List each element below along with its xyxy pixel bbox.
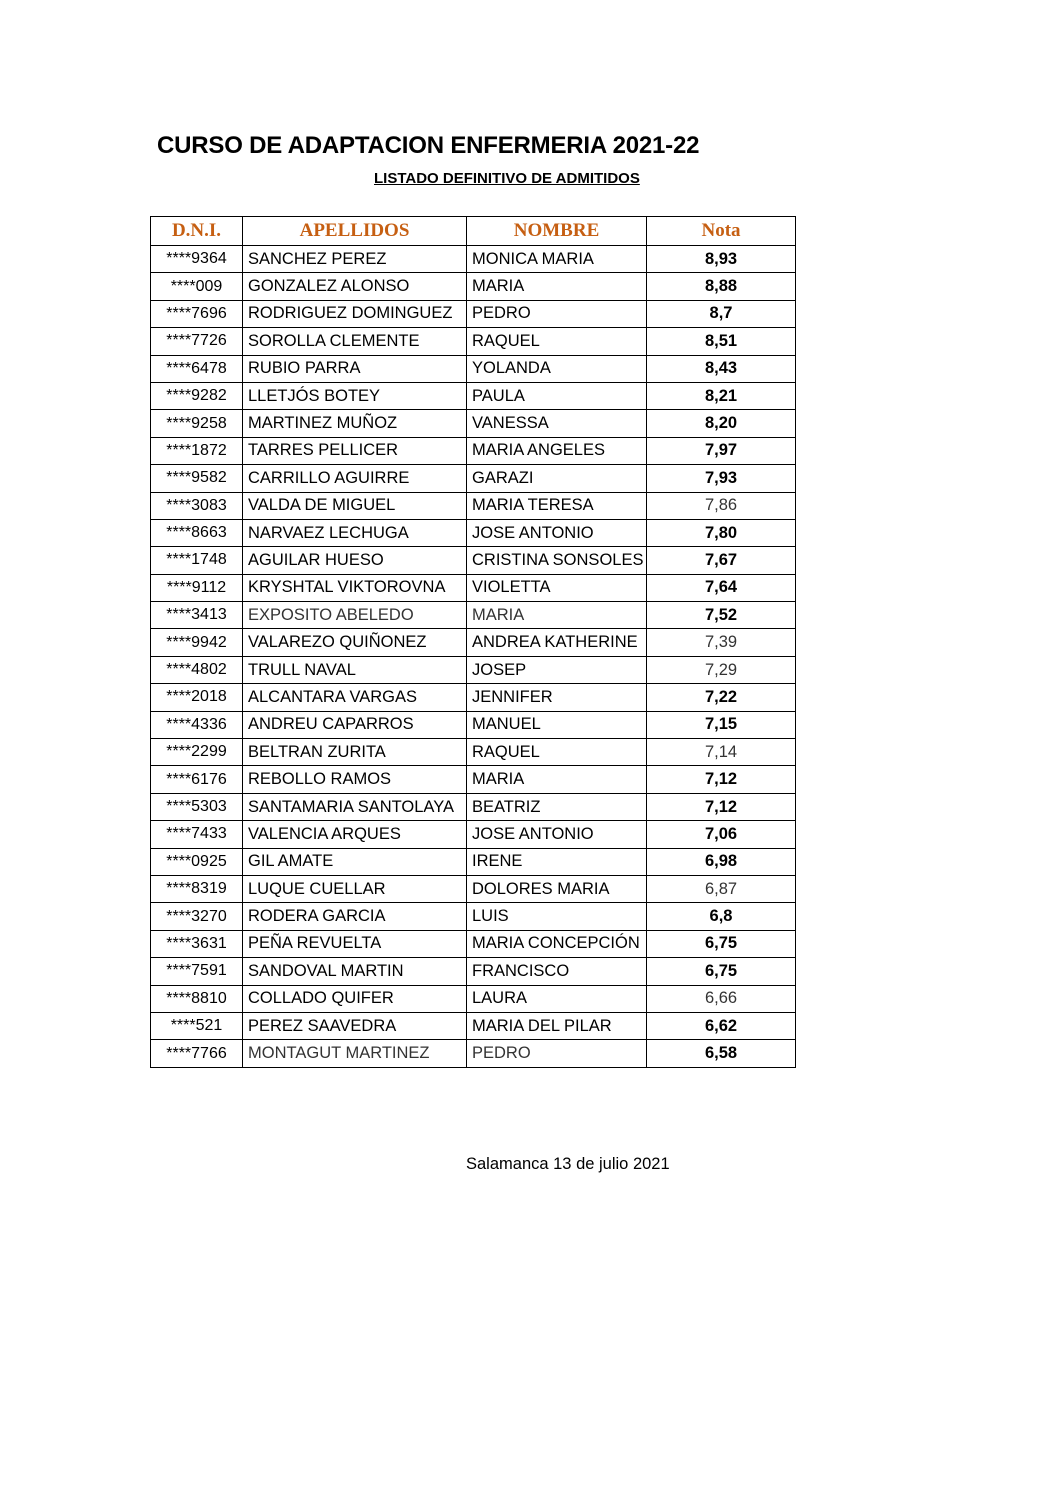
dni-cell: ****0925 xyxy=(151,848,243,875)
table-row xyxy=(151,574,796,601)
nota-cell: 7,97 xyxy=(647,437,796,464)
nota-cell: 7,52 xyxy=(647,602,796,629)
nota-cell: 7,93 xyxy=(647,465,796,492)
nota-cell: 8,20 xyxy=(647,410,796,437)
dni-cell: ****7433 xyxy=(151,821,243,848)
table-row xyxy=(151,355,796,382)
nota-cell: 6,75 xyxy=(647,958,796,985)
nota-cell: 8,51 xyxy=(647,328,796,355)
nota-cell: 8,88 xyxy=(647,273,796,300)
dni-cell: ****3270 xyxy=(151,903,243,930)
dni-cell: ****4336 xyxy=(151,711,243,738)
apellidos-cell: REBOLLO RAMOS xyxy=(243,766,467,793)
nota-cell: 8,21 xyxy=(647,382,796,409)
dni-cell: ****2018 xyxy=(151,684,243,711)
nombre-cell: IRENE xyxy=(467,848,647,875)
nombre-cell: MARIA TERESA xyxy=(467,492,647,519)
dni-cell: ****7766 xyxy=(151,1040,243,1067)
table-row xyxy=(151,492,796,519)
apellidos-cell: COLLADO QUIFER xyxy=(243,985,467,1012)
table-row xyxy=(151,547,796,574)
table-row xyxy=(151,903,796,930)
table-row xyxy=(151,300,796,327)
document-footer-date: Salamanca 13 de julio 2021 xyxy=(466,1155,670,1173)
nota-cell: 7,06 xyxy=(647,821,796,848)
nombre-cell: MARIA xyxy=(467,602,647,629)
dni-cell: ****7696 xyxy=(151,300,243,327)
apellidos-cell: RODRIGUEZ DOMINGUEZ xyxy=(243,300,467,327)
nombre-cell: RAQUEL xyxy=(467,328,647,355)
dni-cell: ****5303 xyxy=(151,793,243,820)
table-row xyxy=(151,930,796,957)
apellidos-cell: RUBIO PARRA xyxy=(243,355,467,382)
nota-cell: 7,64 xyxy=(647,574,796,601)
dni-cell: ****8810 xyxy=(151,985,243,1012)
apellidos-cell: PEÑA REVUELTA xyxy=(243,930,467,957)
nota-cell: 7,29 xyxy=(647,656,796,683)
dni-cell: ****3631 xyxy=(151,930,243,957)
table-header-row xyxy=(151,217,796,246)
nota-cell: 8,43 xyxy=(647,355,796,382)
nombre-cell: PEDRO xyxy=(467,300,647,327)
dni-cell: ****9942 xyxy=(151,629,243,656)
nombre-cell: BEATRIZ xyxy=(467,793,647,820)
column-header-apellidos: APELLIDOS xyxy=(243,217,467,246)
apellidos-cell: SANTAMARIA SANTOLAYA xyxy=(243,793,467,820)
nota-cell: 7,67 xyxy=(647,547,796,574)
table-row xyxy=(151,766,796,793)
apellidos-cell: NARVAEZ LECHUGA xyxy=(243,519,467,546)
nota-cell: 7,22 xyxy=(647,684,796,711)
dni-cell: ****4802 xyxy=(151,656,243,683)
column-header-nota: Nota xyxy=(647,217,796,246)
dni-cell: ****009 xyxy=(151,273,243,300)
apellidos-cell: LLETJÓS BOTEY xyxy=(243,382,467,409)
table-row xyxy=(151,437,796,464)
table-row xyxy=(151,629,796,656)
dni-cell: ****3083 xyxy=(151,492,243,519)
dni-cell: ****9282 xyxy=(151,382,243,409)
nombre-cell: JENNIFER xyxy=(467,684,647,711)
table-row xyxy=(151,1040,796,1067)
apellidos-cell: GIL AMATE xyxy=(243,848,467,875)
nota-cell: 7,80 xyxy=(647,519,796,546)
nombre-cell: YOLANDA xyxy=(467,355,647,382)
nota-cell: 6,66 xyxy=(647,985,796,1012)
nota-cell: 7,12 xyxy=(647,793,796,820)
dni-cell: ****1872 xyxy=(151,437,243,464)
apellidos-cell: SOROLLA CLEMENTE xyxy=(243,328,467,355)
column-header-dni: D.N.I. xyxy=(151,217,243,246)
apellidos-cell: KRYSHTAL VIKTOROVNA xyxy=(243,574,467,601)
nombre-cell: PAULA xyxy=(467,382,647,409)
dni-cell: ****2299 xyxy=(151,739,243,766)
table-row xyxy=(151,985,796,1012)
dni-cell: ****7726 xyxy=(151,328,243,355)
nombre-cell: MANUEL xyxy=(467,711,647,738)
apellidos-cell: GONZALEZ ALONSO xyxy=(243,273,467,300)
nombre-cell: GARAZI xyxy=(467,465,647,492)
nombre-cell: VANESSA xyxy=(467,410,647,437)
dni-cell: ****8663 xyxy=(151,519,243,546)
apellidos-cell: AGUILAR HUESO xyxy=(243,547,467,574)
apellidos-cell: SANCHEZ PEREZ xyxy=(243,246,467,273)
table-row xyxy=(151,656,796,683)
nota-cell: 6,8 xyxy=(647,903,796,930)
table-row xyxy=(151,821,796,848)
apellidos-cell: MARTINEZ MUÑOZ xyxy=(243,410,467,437)
dni-cell: ****9112 xyxy=(151,574,243,601)
nombre-cell: MARIA CONCEPCIÓN xyxy=(467,930,647,957)
nota-cell: 7,86 xyxy=(647,492,796,519)
nombre-cell: MARIA xyxy=(467,273,647,300)
nombre-cell: VIOLETTA xyxy=(467,574,647,601)
table-row xyxy=(151,958,796,985)
dni-cell: ****9258 xyxy=(151,410,243,437)
table-row xyxy=(151,793,796,820)
nombre-cell: JOSE ANTONIO xyxy=(467,821,647,848)
nota-cell: 6,58 xyxy=(647,1040,796,1067)
dni-cell: ****7591 xyxy=(151,958,243,985)
apellidos-cell: ANDREU CAPARROS xyxy=(243,711,467,738)
apellidos-cell: RODERA GARCIA xyxy=(243,903,467,930)
dni-cell: ****6176 xyxy=(151,766,243,793)
apellidos-cell: MONTAGUT MARTINEZ xyxy=(243,1040,467,1067)
nombre-cell: MARIA xyxy=(467,766,647,793)
table-row xyxy=(151,382,796,409)
apellidos-cell: CARRILLO AGUIRRE xyxy=(243,465,467,492)
nombre-cell: RAQUEL xyxy=(467,739,647,766)
nota-cell: 7,12 xyxy=(647,766,796,793)
apellidos-cell: TRULL NAVAL xyxy=(243,656,467,683)
table-row xyxy=(151,519,796,546)
table-row xyxy=(151,684,796,711)
nombre-cell: LAURA xyxy=(467,985,647,1012)
dni-cell: ****521 xyxy=(151,1012,243,1039)
table-row xyxy=(151,848,796,875)
column-header-nombre: NOMBRE xyxy=(467,217,647,246)
table-row xyxy=(151,875,796,902)
dni-cell: ****6478 xyxy=(151,355,243,382)
apellidos-cell: ALCANTARA VARGAS xyxy=(243,684,467,711)
nombre-cell: ANDREA KATHERINE xyxy=(467,629,647,656)
nota-cell: 8,93 xyxy=(647,246,796,273)
table-body xyxy=(151,246,796,1068)
nombre-cell: PEDRO xyxy=(467,1040,647,1067)
apellidos-cell: EXPOSITO ABELEDO xyxy=(243,602,467,629)
dni-cell: ****9364 xyxy=(151,246,243,273)
nombre-cell: DOLORES MARIA xyxy=(467,875,647,902)
table-row xyxy=(151,465,796,492)
nota-cell: 6,62 xyxy=(647,1012,796,1039)
nombre-cell: LUIS xyxy=(467,903,647,930)
nota-cell: 6,87 xyxy=(647,875,796,902)
apellidos-cell: SANDOVAL MARTIN xyxy=(243,958,467,985)
nombre-cell: CRISTINA SONSOLES xyxy=(467,547,647,574)
admitted-table xyxy=(150,216,796,1068)
apellidos-cell: LUQUE CUELLAR xyxy=(243,875,467,902)
apellidos-cell: VALDA DE MIGUEL xyxy=(243,492,467,519)
nota-cell: 6,98 xyxy=(647,848,796,875)
table-row xyxy=(151,1012,796,1039)
nombre-cell: MARIA ANGELES xyxy=(467,437,647,464)
document-subtitle: LISTADO DEFINITIVO DE ADMITIDOS xyxy=(374,170,640,187)
nombre-cell: JOSEP xyxy=(467,656,647,683)
nota-cell: 6,75 xyxy=(647,930,796,957)
dni-cell: ****1748 xyxy=(151,547,243,574)
nota-cell: 7,39 xyxy=(647,629,796,656)
nombre-cell: JOSE ANTONIO xyxy=(467,519,647,546)
apellidos-cell: PEREZ SAAVEDRA xyxy=(243,1012,467,1039)
table-row xyxy=(151,739,796,766)
nota-cell: 8,7 xyxy=(647,300,796,327)
document-title: CURSO DE ADAPTACION ENFERMERIA 2021-22 xyxy=(157,132,700,159)
apellidos-cell: BELTRAN ZURITA xyxy=(243,739,467,766)
table-row xyxy=(151,711,796,738)
nota-cell: 7,14 xyxy=(647,739,796,766)
dni-cell: ****9582 xyxy=(151,465,243,492)
table-row xyxy=(151,328,796,355)
apellidos-cell: VALAREZO QUIÑONEZ xyxy=(243,629,467,656)
table-row xyxy=(151,602,796,629)
table-row xyxy=(151,246,796,273)
apellidos-cell: TARRES PELLICER xyxy=(243,437,467,464)
nombre-cell: MONICA MARIA xyxy=(467,246,647,273)
dni-cell: ****8319 xyxy=(151,875,243,902)
table-row xyxy=(151,273,796,300)
nombre-cell: FRANCISCO xyxy=(467,958,647,985)
dni-cell: ****3413 xyxy=(151,602,243,629)
table-row xyxy=(151,410,796,437)
nota-cell: 7,15 xyxy=(647,711,796,738)
apellidos-cell: VALENCIA ARQUES xyxy=(243,821,467,848)
nombre-cell: MARIA DEL PILAR xyxy=(467,1012,647,1039)
